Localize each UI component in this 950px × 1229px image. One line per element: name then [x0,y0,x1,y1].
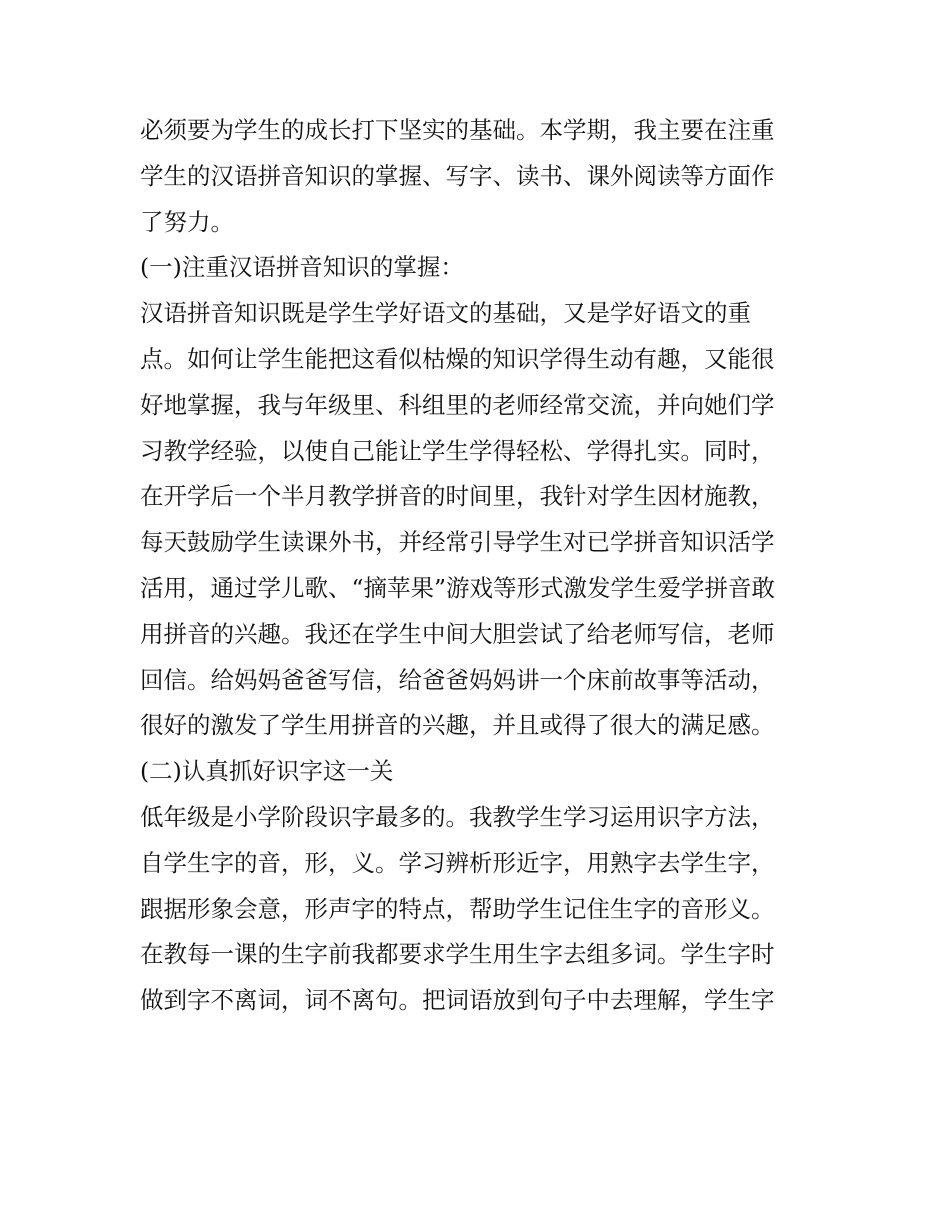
text-line: 了努力。 [140,207,234,236]
text-line: 习教学经验，以使自己能让学生学得轻松、学得扎实。同时， [140,436,775,465]
text-line: 汉语拼音知识既是学生学好语文的基础，又是学好语文的重 [140,299,751,328]
text-line: 每天鼓励学生读课外书，并经常引导学生对已学拼音知识活学 [140,528,775,557]
text-line: 很好的激发了学生用拼音的兴趣，并且或得了很大的满足感。 [140,711,775,740]
text-line: 在开学后一个半月教学拼音的时间里，我针对学生因材施教， [140,482,775,511]
text-line: 活用，通过学儿歌、“摘苹果”游戏等形式激发学生爱学拼音敢 [140,573,776,602]
section-heading-1: (一)注重汉语拼音知识的掌握： [140,253,464,282]
text-line: 回信。给妈妈爸爸写信，给爸爸妈妈讲一个床前故事等活动， [140,665,775,694]
body-text [140,108,820,1024]
text-line: 学生的汉语拼音知识的掌握、写字、读书、课外阅读等方面作 [140,161,775,190]
text-line: 低年级是小学阶段识字最多的。我教学生学习运用识字方法， [140,802,775,831]
text-line: 必须要为学生的成长打下坚实的基础。本学期，我主要在注重 [140,116,775,144]
text-line: 自学生字的音，形，义。学习辨析形近字，用熟字去学生字， [140,848,775,877]
text-line: 在教每一课的生字前我都要求学生用生字去组多词。学生字时 [140,940,775,969]
section-heading-2: (二)认真抓好识字这一关 [140,757,394,786]
text-line: 做到字不离词，词不离句。把词语放到句子中去理解，学生字 [140,986,775,1015]
text-line: 用拼音的兴趣。我还在学生中间大胆尝试了给老师写信，老师 [140,619,775,648]
text-line: 好地掌握，我与年级里、科组里的老师经常交流，并向她们学 [140,390,775,419]
text-line: 跟据形象会意，形声字的特点，帮助学生记住生字的音形义。 [140,894,775,923]
text-line: 点。如何让学生能把这看似枯燥的知识学得生动有趣，又能很 [140,344,775,373]
